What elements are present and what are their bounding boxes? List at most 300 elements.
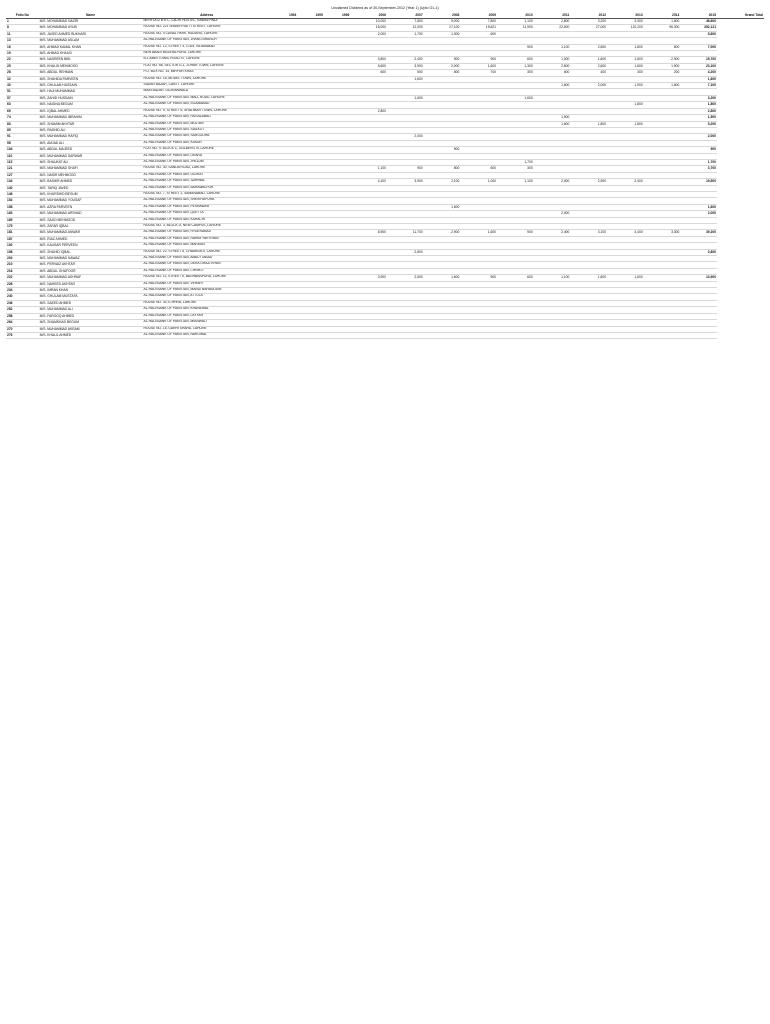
table-cell: 3,900: [350, 275, 387, 281]
table-cell: M/S. MUHAMMAD ASHRAF: [39, 275, 143, 281]
table-cell: 11: [6, 31, 39, 37]
table-cell: M/S. MUHAMMAD ASLAM: [39, 38, 143, 44]
table-cell: [324, 332, 350, 338]
table-cell: 1,300: [424, 31, 461, 37]
table-cell: 1,100: [350, 166, 387, 172]
table-cell: 1,600: [534, 121, 571, 127]
table-cell: 98: [6, 140, 39, 146]
table-cell: AL-HADI BANK OF PAKISTAN, ISLAMABAD: [143, 102, 271, 108]
table-cell: 146: [6, 191, 39, 197]
table-cell: M/S. AZRA PARVEEN: [39, 204, 143, 210]
table-cell: 3,200: [570, 19, 607, 25]
table-cell: 600: [497, 57, 534, 63]
table-cell: 1,700: [387, 31, 424, 37]
table-cell: 3,900: [387, 179, 424, 185]
table-cell: AL-HADI BANK OF PAKISTAN, KARACHI: [143, 217, 271, 223]
table-cell: 2,000: [534, 211, 571, 217]
table-cell: M/S. MUHAMMAD NAWAZ: [39, 256, 143, 262]
column-header: 2008: [424, 13, 461, 19]
table-cell: M/S. ABDUL REHMAN: [39, 70, 143, 76]
table-cell: 2,600: [570, 63, 607, 69]
table-cell: 4,400: [607, 230, 644, 236]
table-cell: [570, 332, 607, 338]
table-cell: M/S. MUHAMMAD SHAFI: [39, 166, 143, 172]
table-cell: M/S. MUHAMMAD RAFIQ: [39, 134, 143, 140]
table-cell: 222: [6, 275, 39, 281]
table-cell: 2,000: [570, 83, 607, 89]
table-cell: 1,100: [497, 179, 534, 185]
table-cell: M/S. MUHAMMAD ANWAR: [39, 230, 143, 236]
table-cell: 23,100: [680, 63, 717, 69]
table-cell: 276: [6, 332, 39, 338]
table-cell: M/S. AHMAD KAMAL KHAN: [39, 44, 143, 50]
table-cell: 27,100: [424, 25, 461, 31]
table-cell: 2,900: [644, 57, 681, 63]
table-cell: 28: [6, 70, 39, 76]
table-cell: AL-HADI BANK OF PAKISTAN, PESHAWAR: [143, 204, 271, 210]
table-cell: 200: [644, 70, 681, 76]
table-cell: 500: [387, 70, 424, 76]
column-header: 1994: [271, 13, 297, 19]
table-cell: 140: [6, 185, 39, 191]
table-cell: 127: [6, 172, 39, 178]
table-cell: M/S. KHALIL AHMED: [39, 332, 143, 338]
table-cell: 600: [534, 70, 571, 76]
table-cell: 134: [6, 179, 39, 185]
table-cell: 110: [6, 153, 39, 159]
table-cell: 57: [6, 95, 39, 101]
table-cell: 1,600: [570, 275, 607, 281]
table-cell: 91: [6, 134, 39, 140]
table-cell: 1,700: [497, 159, 534, 165]
table-cell: 900: [424, 57, 461, 63]
table-cell: M/S. NAHEED AKHTAR: [39, 281, 143, 287]
table-row: [6, 332, 764, 338]
table-cell: HOUSE NO. 3, BLOCK D, NEW CAMPUS, LAHORE: [143, 224, 271, 230]
table-cell: 204: [6, 256, 39, 262]
column-header: Name: [39, 13, 143, 19]
table-cell: M/S. ZAHID HUSSAIN: [39, 95, 143, 101]
table-cell: 63: [6, 102, 39, 108]
table-cell: HOUSE NO. 22, STREET 8, CHAUBURJI, LAHORE: [143, 249, 271, 255]
table-cell: AL-HADI BANK OF PAKISTAN, QUETTA: [143, 211, 271, 217]
table-cell: 700: [460, 70, 497, 76]
table-cell: AL-HADI BANK OF PAKISTAN, SHEIKHUPURA: [143, 198, 271, 204]
table-cell: MEHFOOZ B.R.C. LACHI HOSTEL, RAWALPINDI: [143, 19, 271, 25]
table-cell: M/S. KAUSAR PERVEEN: [39, 243, 143, 249]
table-cell: 1,800: [607, 44, 644, 50]
table-cell: HOUSE NO. 4 CANAL PARK, MUZANG, LAHORE: [143, 31, 271, 37]
table-cell: 19,500: [680, 179, 717, 185]
column-header: 2010: [497, 13, 534, 19]
table-cell: M/S. GHULAM HUSSAIN: [39, 83, 143, 89]
table-cell: 69: [6, 108, 39, 114]
table-cell: 900: [497, 230, 534, 236]
table-cell: 2,600: [570, 44, 607, 50]
table-cell: M/S. SAEED AHMED: [39, 300, 143, 306]
table-cell: [271, 332, 297, 338]
table-cell: 2,800: [534, 19, 571, 25]
table-cell: AL-HADI BANK OF PAKISTAN, SIALKOT: [143, 127, 271, 133]
table-cell: 2,000: [534, 179, 571, 185]
table-cell: 1,800: [680, 102, 717, 108]
table-cell: MAIN BAZAR, GUJRANWALA: [143, 89, 271, 95]
table-cell: 1,600: [387, 95, 424, 101]
table-cell: M/S. SHAMIM AKHTAR: [39, 121, 143, 127]
table-cell: [297, 332, 323, 338]
table-cell: 300: [497, 166, 534, 172]
table-cell: 74: [6, 115, 39, 121]
table-cell: 175: [6, 224, 39, 230]
table-cell: AL-HADI BANK OF PAKISTAN, JHELUM: [143, 159, 271, 165]
table-cell: M/S. IMRAN KHAN: [39, 288, 143, 294]
table-cell: AL-HADI BANK OF PAKISTAN, DERA GHAZI KHAN: [143, 262, 271, 268]
table-cell: M/S. NAGINA BEGUM: [39, 102, 143, 108]
table-cell: 1,900: [534, 115, 571, 121]
table-cell: AL-HADI BANK OF PAKISTAN, KASUR: [143, 140, 271, 146]
table-cell: M/S. SAJID MEHMOOD: [39, 217, 143, 223]
table-cell: 1,600: [534, 83, 571, 89]
table-cell: 115: [6, 159, 39, 165]
table-cell: AL-HADI BANK OF PAKISTAN, FAISALABAD: [143, 115, 271, 121]
table-cell: HOUSE NO. 15, GARHI SHAHU, LAHORE: [143, 326, 271, 332]
table-cell: M/S. MUHAMMAD IBRAHIM: [39, 115, 143, 121]
table-cell: 1,300: [497, 63, 534, 69]
table-cell: AL-HADI BANK OF PAKISTAN, ATTOCK: [143, 294, 271, 300]
column-header: 1995: [297, 13, 323, 19]
table-cell: AL-HADI BANK OF PAKISTAN, KHANEWAL: [143, 307, 271, 313]
table-cell: [680, 332, 717, 338]
table-cell: 3,700: [680, 166, 717, 172]
column-header: 2007: [387, 13, 424, 19]
table-cell: 264: [6, 320, 39, 326]
table-cell: 1,000: [460, 179, 497, 185]
table-cell: 1: [6, 19, 39, 25]
table-cell: AL-HADI BANK OF PAKISTAN, HYDERABAD: [143, 230, 271, 236]
table-cell: 187: [6, 236, 39, 242]
table-cell: 1,600: [680, 204, 717, 210]
table-cell: 16: [6, 44, 39, 50]
table-cell: M/S. PERVAIZ AKHTAR: [39, 262, 143, 268]
table-cell: 900: [460, 275, 497, 281]
table-cell: 2,400: [607, 179, 644, 185]
table-cell: 2,900: [424, 230, 461, 236]
table-cell: M/S. NASREEN BIBI: [39, 57, 143, 63]
table-cell: 1,600: [644, 19, 681, 25]
table-cell: M/S. MOHAMMAD AYUB: [39, 25, 143, 31]
table-cell: 4,100: [350, 179, 387, 185]
table-cell: 22,000: [534, 25, 571, 31]
table-cell: 1,600: [460, 230, 497, 236]
table-cell: 2,000: [387, 134, 424, 140]
column-header: 2013: [607, 13, 644, 19]
table-cell: 198: [6, 249, 39, 255]
table-cell: 228: [6, 281, 39, 287]
table-cell: 1,600: [424, 204, 461, 210]
table-cell: 1,600: [424, 275, 461, 281]
table-cell: 19: [6, 51, 39, 57]
table-cell: 1,000: [534, 57, 571, 63]
table-cell: 158: [6, 204, 39, 210]
table-cell: 32: [6, 76, 39, 82]
table-cell: 8: [6, 25, 39, 31]
table-cell: 25: [6, 63, 39, 69]
table-cell: 85: [6, 127, 39, 133]
table-cell: AL-HADI BANK OF PAKISTAN, SAHIWAL: [143, 179, 271, 185]
table-cell: M/S. MOHAMMAD NAZIR: [39, 19, 143, 25]
table-cell: M/S. MUHAMMAD YOUSAF: [39, 198, 143, 204]
table-cell: 13,900: [680, 275, 717, 281]
table-cell: 22: [6, 57, 39, 63]
table-cell: 1,600: [570, 57, 607, 63]
table-cell: AL-HADI BANK OF PAKISTAN, OKARA: [143, 153, 271, 159]
table-cell: 300: [607, 70, 644, 76]
table-cell: HOUSE NO. 221 SHAIKH RATTI STREET, LAHORE: [143, 25, 271, 31]
table-cell: 46,600: [680, 19, 717, 25]
table-cell: 13: [6, 38, 39, 44]
table-cell: 2,800: [680, 249, 717, 255]
table-cell: 600: [460, 166, 497, 172]
table-cell: 1,600: [497, 95, 534, 101]
table-cell: M/S. TARIQ JAVED: [39, 185, 143, 191]
table-cell: SADAR BAZAR, CANTT. LAHORE: [143, 83, 271, 89]
table-cell: AL-HADI BANK OF PAKISTAN, MULTAN: [143, 121, 271, 127]
column-header: Address: [143, 13, 271, 19]
column-header: Folio No: [6, 13, 39, 19]
table-cell: 1,800: [607, 102, 644, 108]
column-header: 2012: [570, 13, 607, 19]
table-cell: M/S. SHAHID IQBAL: [39, 249, 143, 255]
table-cell: FLAT NO. 68, SECTOR G-1, JOHAR TOWN, LAHORE: [143, 63, 271, 69]
table-cell: [350, 332, 387, 338]
table-cell: 2,000: [680, 211, 717, 217]
table-cell: M/S. HAJI MUHAMMAD: [39, 89, 143, 95]
table-cell: HOUSE NO. 18, MODEL TOWN, LAHORE: [143, 76, 271, 82]
table-cell: HOUSE NO. 40, SANDA ROAD, LAHORE: [143, 166, 271, 172]
unclaimed-dividend-table: [6, 13, 764, 339]
table-cell: 1,600: [680, 76, 717, 82]
table-cell: 169: [6, 217, 39, 223]
table-cell: M/S. IQBAL AHMED: [39, 108, 143, 114]
column-header: 2011: [534, 13, 571, 19]
table-cell: M/S. KHALID MEHMOOD: [39, 63, 143, 69]
table-cell: 1,900: [607, 83, 644, 89]
table-cell: AL-HADI BANK OF PAKISTAN, ABBOTTABAD: [143, 256, 271, 262]
table-cell: [424, 332, 461, 338]
table-cell: 40: [6, 83, 39, 89]
table-cell: 121: [6, 166, 39, 172]
table-cell: M/S. RASHID ALI: [39, 127, 143, 133]
table-cell: M/S. SHAUKAT ALI: [39, 159, 143, 165]
table-cell: 234: [6, 288, 39, 294]
table-cell: 1,600: [607, 57, 644, 63]
table-cell: 2,000: [680, 134, 717, 140]
table-cell: M/S. ABDUL MAJEED: [39, 147, 143, 153]
table-cell: 15,000: [350, 25, 387, 31]
table-cell: 1,100: [534, 275, 571, 281]
table-cell: [387, 332, 424, 338]
table-cell: M/S. GHULAM MUSTAFA: [39, 294, 143, 300]
table-cell: M/S. MUHAMMAD ALI: [39, 307, 143, 313]
table-cell: 7,000: [680, 44, 717, 50]
table-cell: 800: [424, 166, 461, 172]
table-cell: HOUSE NO. 7, STREET 2, SAMANABAD, LAHORE: [143, 191, 271, 197]
table-cell: 4,200: [680, 70, 717, 76]
table-cell: 3,800: [350, 57, 387, 63]
table-cell: AL-HADI BANK OF PAKISTAN, JHANG BRANCH: [143, 38, 271, 44]
table-cell: 1,800: [570, 121, 607, 127]
table-cell: M/S. BASHIR AHMED: [39, 179, 143, 185]
table-cell: 3,100: [570, 230, 607, 236]
table-cell: 2,100: [424, 179, 461, 185]
table-cell: 900: [497, 44, 534, 50]
table-cell: [607, 332, 644, 338]
table-cell: M/S. MUHAMMAD SARWAR: [39, 153, 143, 159]
table-cell: 5,600: [680, 31, 717, 37]
table-cell: 258: [6, 313, 39, 319]
table-cell: 600: [497, 275, 534, 281]
table-cell: 8,900: [350, 230, 387, 236]
table-cell: 300: [497, 70, 534, 76]
table-cell: 80: [6, 121, 39, 127]
table-cell: AL-HADI BANK OF PAKISTAN, GUJRAT: [143, 172, 271, 178]
table-cell: M/S. NASIR MEHMOOD: [39, 172, 143, 178]
table-cell: HOUSE NO. 5, STREET 6, SHALIMAR TOWN, LAHORE: [143, 108, 271, 114]
table-cell: 2,800: [680, 108, 717, 114]
table-cell: 352,121: [680, 25, 717, 31]
table-cell: 600: [350, 70, 387, 76]
table-cell: 104: [6, 147, 39, 153]
table-cell: AL-HADI BANK OF PAKISTAN, MIANWALI: [143, 320, 271, 326]
table-cell: 96,300: [644, 25, 681, 31]
table-cell: 2,000: [424, 63, 461, 69]
table-cell: 7,800: [387, 19, 424, 25]
table-cell: M/S. MUHAMMAD ARSHAD: [39, 211, 143, 217]
table-cell: AL-HADI BANK OF PAKISTAN, SARGODHA: [143, 134, 271, 140]
table-cell: 2,400: [387, 57, 424, 63]
table-cell: HOUSE NO. 12, STREET 4, G-6/4, ISLAMABAD: [143, 44, 271, 50]
column-header: Grand Total: [717, 13, 764, 19]
table-cell: 2,400: [534, 230, 571, 236]
table-cell: 252: [6, 307, 39, 313]
table-cell: AL-HADI BANK OF PAKISTAN, RAHIM YAR KHAN: [143, 236, 271, 242]
table-cell: 2,900: [570, 179, 607, 185]
table-cell: FLAT NO. 9, BLOCK C, GULBERG III, LAHORE: [143, 147, 271, 153]
column-header: 2014: [644, 13, 681, 19]
table-cell: 11,700: [387, 230, 424, 236]
table-cell: 1,600: [387, 76, 424, 82]
table-cell: 2,000: [350, 31, 387, 37]
table-cell: 1,600: [607, 275, 644, 281]
table-cell: M/S. AMJAD ALI: [39, 140, 143, 146]
column-header: 2009: [460, 13, 497, 19]
table-cell: M/S. KHURSHID BEGUM: [39, 191, 143, 197]
table-cell: 270: [6, 326, 39, 332]
table-cell: AL-HADI BANK OF PAKISTAN, MANDI BAHAUDDIN: [143, 288, 271, 294]
table-cell: 5,200: [680, 121, 717, 127]
table-cell: HOUSE NO. 30, ICHHRA, LAHORE: [143, 300, 271, 306]
table-cell: [460, 332, 497, 338]
table-cell: 7,800: [460, 19, 497, 25]
table-cell: 2,800: [350, 108, 387, 114]
table-cell: NEW ABADI MUGHALPURA, LAHORE: [143, 51, 271, 57]
table-cell: 1,600: [644, 83, 681, 89]
table-cell: 3,300: [644, 230, 681, 236]
table-cell: 900: [680, 147, 717, 153]
table-cell: M/S. JAVED AHMED BUKHARI: [39, 31, 143, 37]
table-cell: [644, 332, 681, 338]
table-cell: 1,600: [607, 63, 644, 69]
table-cell: 240: [6, 294, 39, 300]
table-cell: 900: [387, 166, 424, 172]
table-cell: 10,000: [350, 19, 387, 25]
table-cell: 15,700: [680, 57, 717, 63]
table-cell: 900: [424, 147, 461, 153]
table-cell: M/S. ABDUL GHAFOOR: [39, 268, 143, 274]
table-cell: 900: [460, 57, 497, 63]
column-header: 2015: [680, 13, 717, 19]
table-cell: M/S. FAROOQ AHMED: [39, 313, 143, 319]
table-cell: 210: [6, 262, 39, 268]
table-cell: 1,900: [680, 115, 717, 121]
table-cell: 1,800: [607, 121, 644, 127]
table-cell: 7,100: [680, 83, 717, 89]
table-cell: M/S. SHAHIDA PARVEEN: [39, 76, 143, 82]
table-cell: AL-HADI BANK OF PAKISTAN, BAHAWALPUR: [143, 185, 271, 191]
table-cell: 1,900: [644, 63, 681, 69]
table-cell: 600: [424, 70, 461, 76]
table-cell: AL-HADI BANK OF PAKISTAN, VEHARI: [143, 281, 271, 287]
table-cell: 27,000: [570, 25, 607, 31]
table-cell: 2,600: [387, 275, 424, 281]
table-cell: 1,600: [460, 63, 497, 69]
table-cell: 39,200: [680, 230, 717, 236]
table-cell: M/S. RIAZ AHMED: [39, 236, 143, 242]
column-header: 1996: [324, 13, 350, 19]
table-cell: 11,900: [497, 25, 534, 31]
table-cell: 192: [6, 243, 39, 249]
table-cell: 1,700: [680, 159, 717, 165]
table-cell: 246: [6, 300, 39, 306]
table-cell: 152: [6, 198, 39, 204]
table-cell: M/S. SHAMSHAD BEGUM: [39, 320, 143, 326]
table-cell: 2,600: [534, 63, 571, 69]
table-cell: AL-HADI BANK OF PAKISTAN, MARDAN: [143, 243, 271, 249]
table-cell: [534, 332, 571, 338]
table-cell: 400: [570, 70, 607, 76]
table-cell: 1,100: [534, 44, 571, 50]
table-cell: P.O. BOX NO. 14, MIRPUR KHAS: [143, 70, 271, 76]
table-cell: 122,200: [607, 25, 644, 31]
table-cell: 181: [6, 230, 39, 236]
document-title: Unclaimed Dividend as of 30-September-2012 (Year 1) (Upto O1-1): [331, 6, 439, 10]
table-cell: 163: [6, 211, 39, 217]
table-cell: 12,000: [387, 25, 424, 31]
table-cell: 600: [644, 44, 681, 50]
table-cell: M/S. AHMAD KHALID: [39, 51, 143, 57]
column-header: 2006: [350, 13, 387, 19]
table-cell: 3,900: [387, 63, 424, 69]
table-cell: AL-HADI BANK OF PAKISTAN, NAROWAL: [143, 332, 271, 338]
table-cell: 1,100: [497, 19, 534, 25]
table-cell: 5,600: [350, 63, 387, 69]
table-cell: 2,800: [387, 249, 424, 255]
table-cell: 51: [6, 89, 39, 95]
table-cell: B-1 AMIN TOWN, ROAD 47, LAHORE: [143, 57, 271, 63]
table-cell: AL-HADI BANK OF PAKISTAN, CHINIOT: [143, 268, 271, 274]
table-cell: 216: [6, 268, 39, 274]
table-cell: 3,300: [607, 19, 644, 25]
